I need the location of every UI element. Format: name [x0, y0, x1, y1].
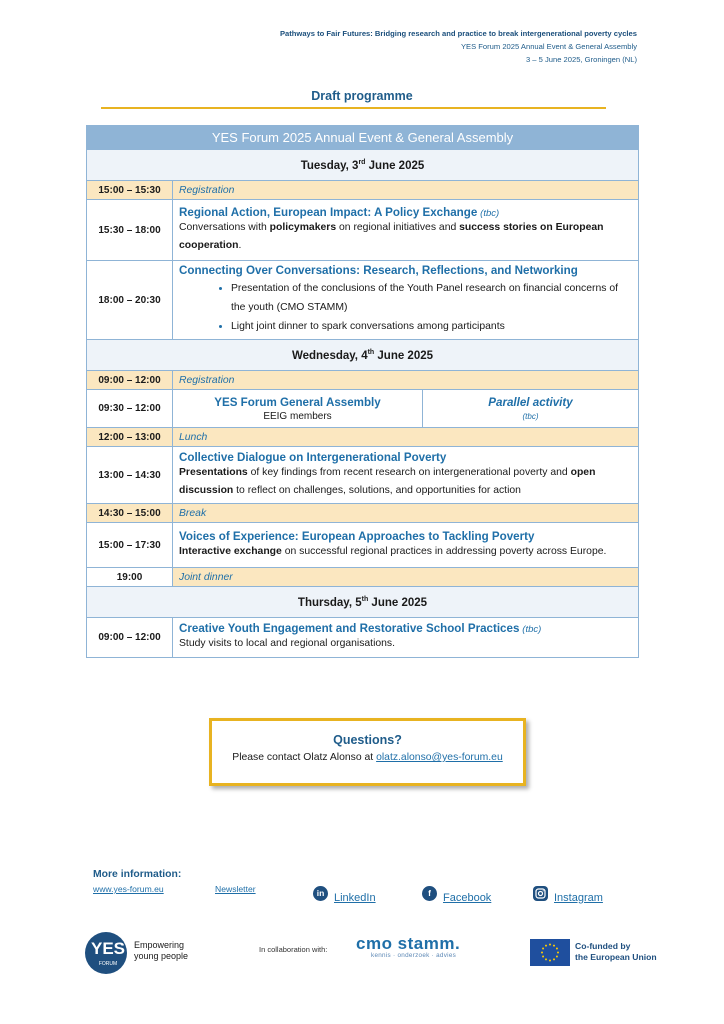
time-cell: 09:30 – 12:00 [87, 390, 173, 428]
linkedin-link[interactable]: LinkedIn [334, 892, 376, 904]
time-cell: 13:00 – 14:30 [87, 447, 173, 504]
collaboration-label: In collaboration with: [259, 945, 328, 954]
eu-star [549, 960, 551, 962]
eu-star [545, 958, 547, 960]
facebook-link[interactable]: Facebook [443, 892, 492, 904]
eu-star [553, 945, 555, 947]
day-thursday: Thursday, 5th June 2025 [87, 587, 639, 618]
eu-star [556, 956, 558, 958]
eu-star [549, 944, 551, 946]
linkedin-icon: in [313, 886, 328, 901]
instagram-social[interactable] [533, 882, 603, 904]
eu-star [557, 952, 559, 954]
eu-star [541, 952, 543, 954]
session-break: Break [173, 504, 639, 523]
eu-cofunded-text: Co-funded by the European Union [575, 941, 657, 962]
header-date: 3 – 5 June 2025, Groningen (NL) [525, 55, 637, 64]
session-voices-of-experience: Voices of Experience: European Approaches to Tackling Poverty Interactive exchange on successful regional practices in addressing poverty across Europe. [173, 523, 639, 568]
facebook-social[interactable] [422, 882, 491, 904]
session-lunch: Lunch [173, 428, 639, 447]
session-general-assembly: YES Forum General Assembly EEIG members [173, 390, 423, 428]
more-info-label: More information: [93, 869, 182, 880]
svg-text:YES: YES [90, 939, 126, 958]
time-cell: 14:30 – 15:00 [87, 504, 173, 523]
eu-star [542, 956, 544, 958]
day-tuesday: Tuesday, 3rd June 2025 [87, 150, 639, 181]
programme-table [86, 125, 639, 658]
session-collective-dialogue: Collective Dialogue on Intergenerational Poverty Presentations of key findings from recent research on intergenerational poverty and open discussion to reflect on challenges, solutions, and opportunities for action [173, 447, 639, 504]
title-underline [101, 107, 606, 109]
linkedin-social[interactable] [313, 882, 376, 904]
bullet-item: • Presentation of the conclusions of the Youth Panel research on financial concerns of the youth (CMO STAMM) [231, 279, 632, 317]
instagram-icon [533, 886, 548, 901]
session-registration: Registration [173, 371, 639, 390]
eu-flag-icon [530, 939, 570, 966]
newsletter-link[interactable]: Newsletter [215, 884, 256, 894]
session-networking: Connecting Over Conversations: Research, Reflections, and Networking • Presentation of the conclusions of the Youth Panel research on financial concerns of the youth (CMO STAMM) • Light joint dinner to spark conversations among participants [173, 261, 639, 340]
time-cell: 09:00 – 12:00 [87, 618, 173, 658]
day-wednesday: Wednesday, 4th June 2025 [87, 340, 639, 371]
session-registration: Registration [173, 181, 639, 200]
logo-tagline: Empowering young people [134, 940, 189, 961]
svg-text:FORUM: FORUM [98, 961, 118, 967]
table-title: YES Forum 2025 Annual Event & General Assembly [87, 126, 639, 150]
eu-star [553, 958, 555, 960]
yes-forum-logo [84, 929, 132, 975]
page-header [280, 27, 637, 66]
instagram-link[interactable]: Instagram [554, 892, 603, 904]
eu-star [545, 945, 547, 947]
contact-line: Please contact Olatz Alonso at olatz.alonso@yes-forum.eu [232, 752, 503, 763]
session-parallel-activity: Parallel activity (tbc) [423, 390, 639, 428]
bullet-item: • Light joint dinner to spark conversations among participants [231, 317, 632, 336]
time-cell: 09:00 – 12:00 [87, 371, 173, 390]
time-cell: 15:00 – 17:30 [87, 523, 173, 568]
website-link[interactable]: www.yes-forum.eu [93, 884, 164, 894]
time-cell: 18:00 – 20:30 [87, 261, 173, 340]
questions-title: Questions? [333, 733, 402, 747]
header-event: YES Forum 2025 Annual Event & General Assembly [460, 42, 637, 51]
eu-star [556, 948, 558, 950]
header-title: Pathways to Fair Futures: Bridging research and practice to break intergenerational poverty cycles [279, 29, 637, 38]
time-cell: 15:00 – 15:30 [87, 181, 173, 200]
facebook-icon: f [422, 886, 437, 901]
questions-box [209, 718, 526, 786]
time-cell: 15:30 – 18:00 [87, 200, 173, 261]
time-cell: 19:00 [87, 568, 173, 587]
draft-programme-title: Draft programme [311, 89, 413, 103]
cmo-stamm-logo: cmo stamm. kennis · onderzoek · advies [356, 934, 461, 959]
eu-star [542, 948, 544, 950]
session-policy-exchange: Regional Action, European Impact: A Policy Exchange (tbc) Conversations with policymakers on regional initiatives and success stories on European cooperation. [173, 200, 639, 261]
time-cell: 12:00 – 13:00 [87, 428, 173, 447]
session-joint-dinner: Joint dinner [173, 568, 639, 587]
contact-email-link[interactable]: olatz.alonso@yes-forum.eu [376, 752, 503, 763]
session-creative-youth: Creative Youth Engagement and Restorative School Practices (tbc) Study visits to local and regional organisations. [173, 618, 639, 658]
